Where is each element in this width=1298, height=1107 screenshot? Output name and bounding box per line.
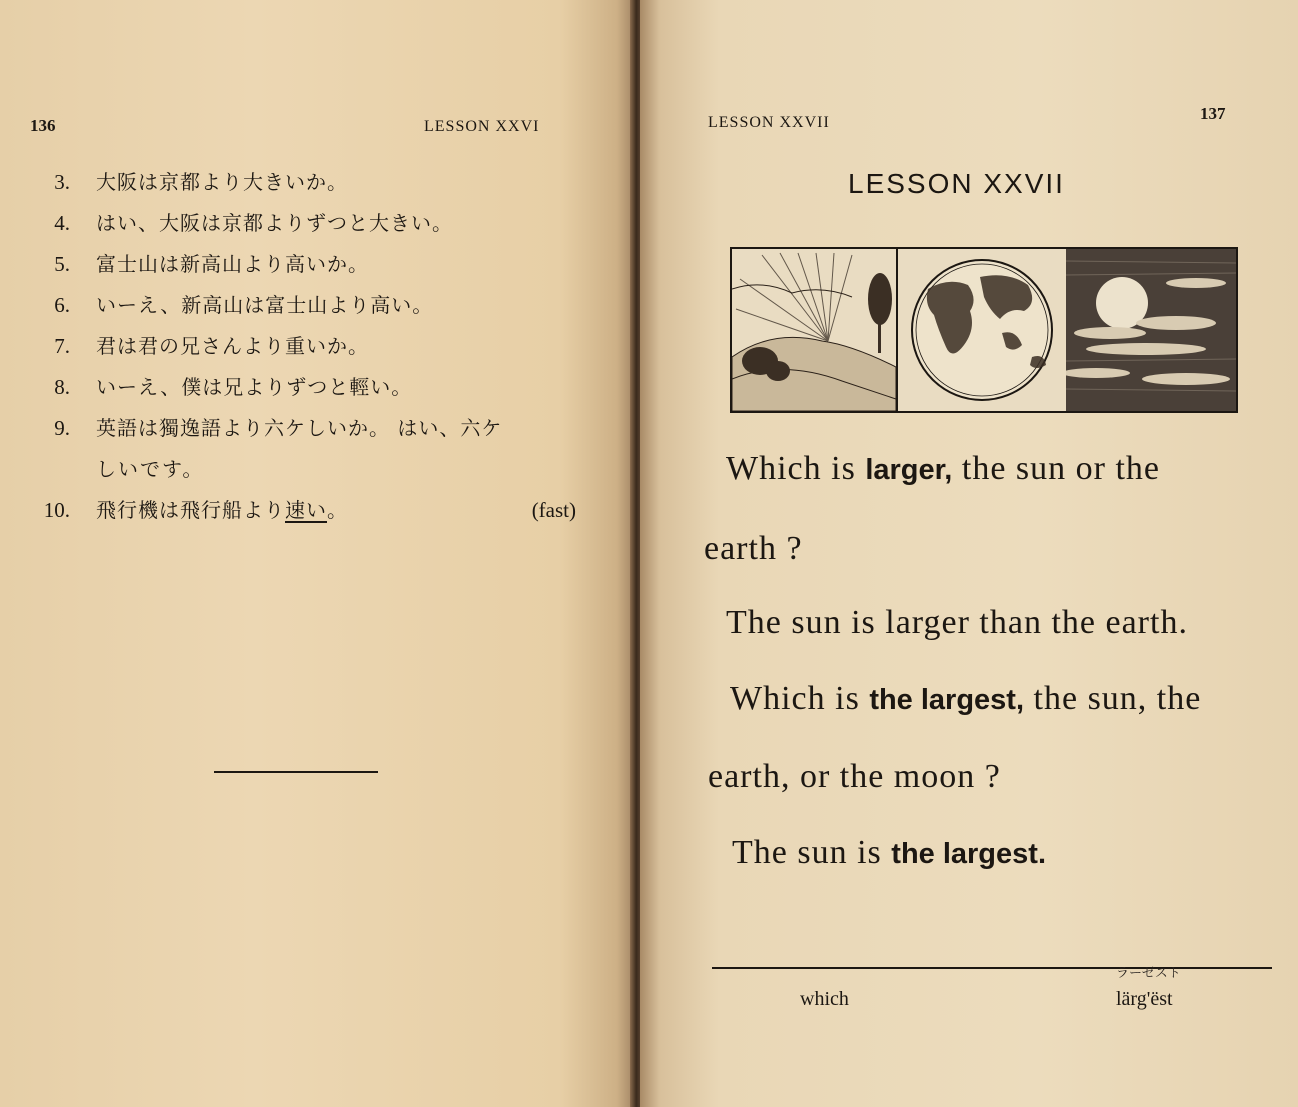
text-line-5: earth, or the moon ? — [708, 758, 1001, 795]
left-running-head: LESSON XXVI — [424, 118, 540, 135]
sunrise-landscape-panel — [732, 249, 896, 411]
bleed-through-text — [20, 580, 27, 610]
exercise-text: いーえ、僕は兄よりずつと輕い。 — [96, 375, 413, 399]
underlined-word: 速い — [285, 498, 327, 522]
vocab-word-which: which — [800, 988, 849, 1010]
handwritten-pronunciation-note: ラーゼスト — [1116, 966, 1181, 981]
bold-term: the largest. — [891, 838, 1046, 870]
text-run: The sun is — [732, 834, 892, 871]
right-page-number: 137 — [1200, 104, 1226, 123]
right-running-head: LESSON XXVII — [708, 114, 830, 131]
bold-term: larger, — [865, 454, 953, 486]
text-line-6 — [732, 834, 1046, 872]
exercise-number: 9. — [54, 416, 70, 440]
text-run: the sun or the — [952, 450, 1161, 487]
exercise-number: 7. — [54, 334, 70, 358]
exercise-text — [96, 498, 348, 522]
exercise-number: 8. — [54, 375, 70, 399]
exercise-text-main: 飛行機は飛行船より — [96, 498, 285, 522]
sunrise-icon — [732, 249, 896, 411]
exercise-number: 10. — [43, 498, 70, 522]
exercise-text: はい、大阪は京都よりずつと大きい。 — [96, 211, 453, 235]
bold-term: the largest, — [869, 684, 1025, 716]
exercise-text: 富士山は新高山より高いか。 — [96, 252, 369, 276]
exercise-number: 5. — [54, 252, 70, 276]
lesson-title: LESSON XXVII — [848, 168, 1065, 199]
moon-clouds-panel — [1066, 249, 1236, 411]
text-line-1 — [726, 450, 1160, 488]
exercise-text-end: 。 — [327, 498, 348, 522]
text-line-2: earth ? — [704, 530, 803, 567]
exercise-text: 君は君の兄さんより重いか。 — [96, 334, 369, 358]
earth-globe-panel — [896, 249, 1068, 411]
left-page — [0, 0, 636, 1107]
exercise-gloss: (fast) — [531, 498, 576, 522]
text-run: Which is — [730, 680, 870, 717]
exercise-number: 3. — [54, 170, 70, 194]
moon-icon — [1066, 249, 1236, 411]
text-line-4 — [730, 680, 1201, 718]
text-run: Which is — [726, 450, 866, 487]
left-page-number: 136 — [30, 116, 56, 135]
vocabulary-rule — [712, 967, 1272, 969]
exercise-number: 4. — [54, 211, 70, 235]
exercise-text: 大阪は京都より大きいか。 — [96, 170, 348, 194]
lesson-illustration — [730, 247, 1238, 413]
exercise-text: しいです。 — [96, 457, 205, 481]
globe-icon — [898, 249, 1066, 411]
text-run: the sun, the — [1024, 680, 1202, 717]
exercise-text: 英語は獨逸語より六ケしいか。 はい、六ケ — [96, 416, 503, 440]
text-line-3: The sun is larger than the earth. — [726, 604, 1188, 641]
end-rule — [214, 771, 378, 773]
exercise-number: 6. — [54, 293, 70, 317]
exercise-text: いーえ、新高山は富士山より高い。 — [96, 293, 434, 317]
vocab-word-largest: lärg'ëst — [1116, 988, 1173, 1010]
